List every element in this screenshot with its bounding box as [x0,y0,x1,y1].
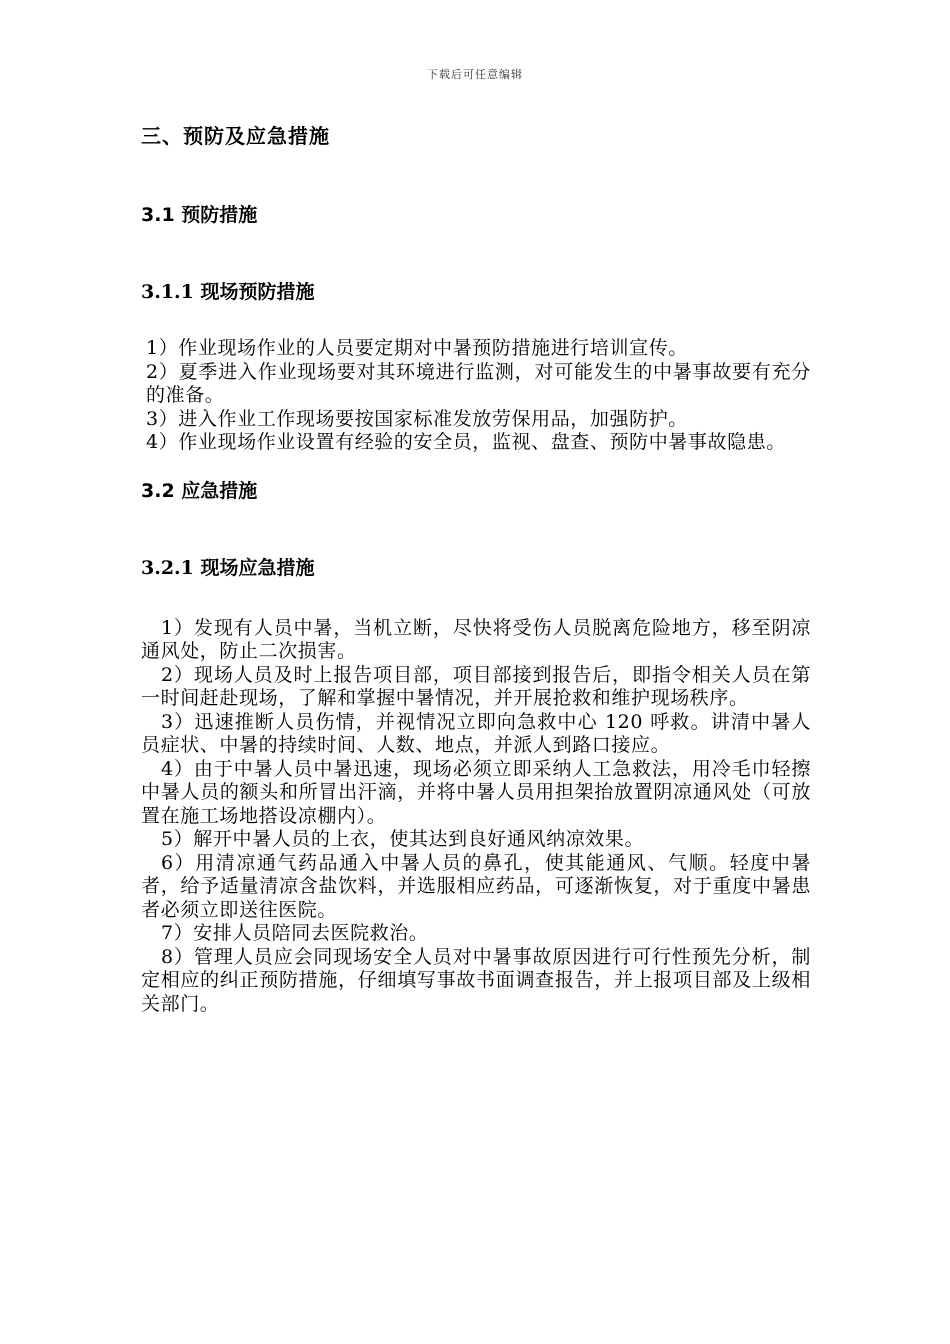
list-item: 7）安排人员陪同去医院救治。 [161,922,429,944]
list-item: 8）管理人员应会同现场安全人员对中暑事故原因进行可行性预先分析，制定相应的纠正预防措施，仔细填写事故书面调查报告，并上报项目部及上级相关部门。 [141,945,811,1015]
list-item: 4）由于中暑人员中暑迅速，现场必须立即采纳人工急救法，用冷毛巾轻擦中暑人员的额头和所冒出汗滴，并将中暑人员用担架抬放置阴凉通风处（可放置在施工场地搭设凉棚内）。 [141,757,811,827]
document-body [141,120,811,1016]
prevention-heading: 3.1 预防措施 [141,204,258,226]
header-note: 下载后可任意编辑 [427,68,523,81]
list-item: 2）夏季进入作业现场要对其环境进行监测，对可能发生的中暑事故要有充分的准备。 [146,360,811,406]
list-item: 4）作业现场作业设置有经验的安全员，监视、盘查、预防中暑事故隐患。 [146,431,786,453]
list-item: 1）作业现场作业的人员要定期对中暑预防措施进行培训宣传。 [146,337,688,359]
list-item: 3）迅速推断人员伤情，并视情况立即向急救中心 120 呼救。讲清中暑人员症状、中暑的持续时间、人数、地点，并派人到路口接应。 [141,710,811,756]
list-item: 2）现场人员及时上报告项目部，项目部接到报告后，即指令相关人员在第一时间赶赴现场，了解和掌握中暑情况，并开展抢救和维护现场秩序。 [141,663,811,709]
emergency-heading: 3.2 应急措施 [141,479,258,502]
section-title: 三、预防及应急措施 [141,124,330,148]
prevention-subheading: 3.1.1 现场预防措施 [141,281,315,303]
list-item: 1）发现有人员中暑，当机立断，尽快将受伤人员脱离危险地方，移至阴凉通风处，防止二次损害。 [141,616,811,662]
list-item: 5）解开中暑人员的上衣，使其达到良好通风纳凉效果。 [161,828,645,850]
list-item: 3）进入作业工作现场要按国家标准发放劳保用品，加强防护。 [146,407,688,430]
emergency-subheading: 3.2.1 现场应急措施 [141,556,315,579]
list-item: 6）用清凉通气药品通入中暑人员的鼻孔，使其能通风、气顺。轻度中暑者，给予适量清凉含盐饮料，并选服相应药品，可逐渐恢复，对于重度中暑患者必须立即送往医院。 [141,851,811,921]
emergency-list [141,617,811,1017]
prevention-list [141,337,811,455]
